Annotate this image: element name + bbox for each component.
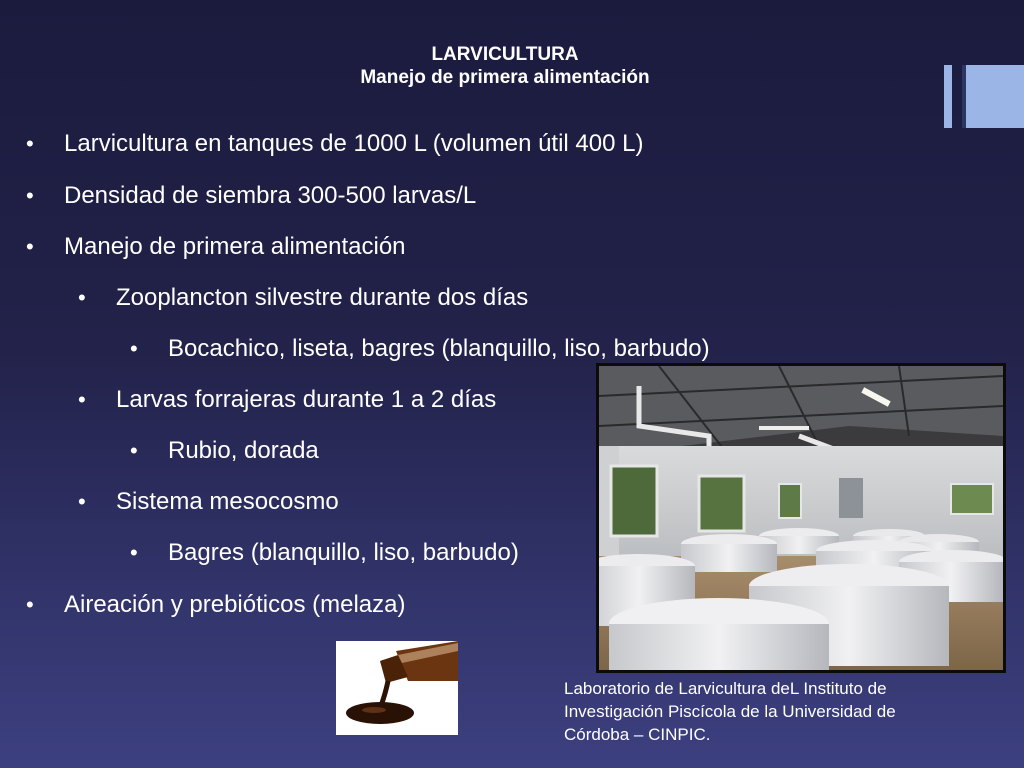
bullet-text: Larvicultura en tanques de 1000 L (volumen útil 400 L) xyxy=(64,130,644,157)
slide-subtitle: Manejo de primera alimentación xyxy=(360,67,650,88)
slide-title: LARVICULTURA xyxy=(431,44,579,65)
bullet-dot: • xyxy=(26,592,34,617)
bullet-dot: • xyxy=(130,540,138,565)
bullet-item xyxy=(130,334,710,364)
bullet-dot: • xyxy=(78,285,86,310)
molasses-bottle-image xyxy=(336,641,458,735)
bullet-text: Rubio, dorada xyxy=(168,437,319,464)
decorative-bar-thin xyxy=(944,65,952,128)
molasses-photo xyxy=(336,641,458,735)
bullet-item xyxy=(26,590,406,620)
bullet-dot: • xyxy=(130,336,138,361)
bullet-text: Zooplancton silvestre durante dos días xyxy=(116,284,529,311)
bullet-item xyxy=(78,283,529,313)
lab-photo-image xyxy=(599,366,1003,670)
decorative-bar-wide xyxy=(962,65,1024,128)
bullet-item xyxy=(78,487,339,517)
bullet-item xyxy=(26,232,406,262)
caption-line: Laboratorio de Larvicultura deL Instituto de xyxy=(564,679,887,698)
bullet-text: Larvas forrajeras durante 1 a 2 días xyxy=(116,386,497,413)
slide-title-block xyxy=(0,43,1010,89)
bullet-dot: • xyxy=(26,234,34,259)
bullet-text: Aireación y prebióticos (melaza) xyxy=(64,591,406,618)
caption-line: Córdoba – CINPIC. xyxy=(564,725,711,744)
bullet-dot: • xyxy=(78,387,86,412)
bullet-dot: • xyxy=(26,183,34,208)
bullet-item xyxy=(26,129,644,159)
caption-line: Investigación Piscícola de la Universidad de xyxy=(564,702,896,721)
lab-photo xyxy=(596,363,1006,673)
bullet-dot: • xyxy=(130,438,138,463)
bullet-text: Densidad de siembra 300-500 larvas/L xyxy=(64,182,477,209)
photo-caption xyxy=(564,677,1014,746)
bullet-item xyxy=(130,538,519,568)
bullet-item xyxy=(78,385,497,415)
bullet-text: Bocachico, liseta, bagres (blanquillo, liso, barbudo) xyxy=(168,335,710,362)
bullet-dot: • xyxy=(26,131,34,156)
bullet-dot: • xyxy=(78,489,86,514)
bullet-text: Manejo de primera alimentación xyxy=(64,233,406,260)
bullet-text: Bagres (blanquillo, liso, barbudo) xyxy=(168,539,519,566)
bullet-item xyxy=(26,181,477,211)
bullet-text: Sistema mesocosmo xyxy=(116,488,339,515)
bullet-item xyxy=(130,436,319,466)
